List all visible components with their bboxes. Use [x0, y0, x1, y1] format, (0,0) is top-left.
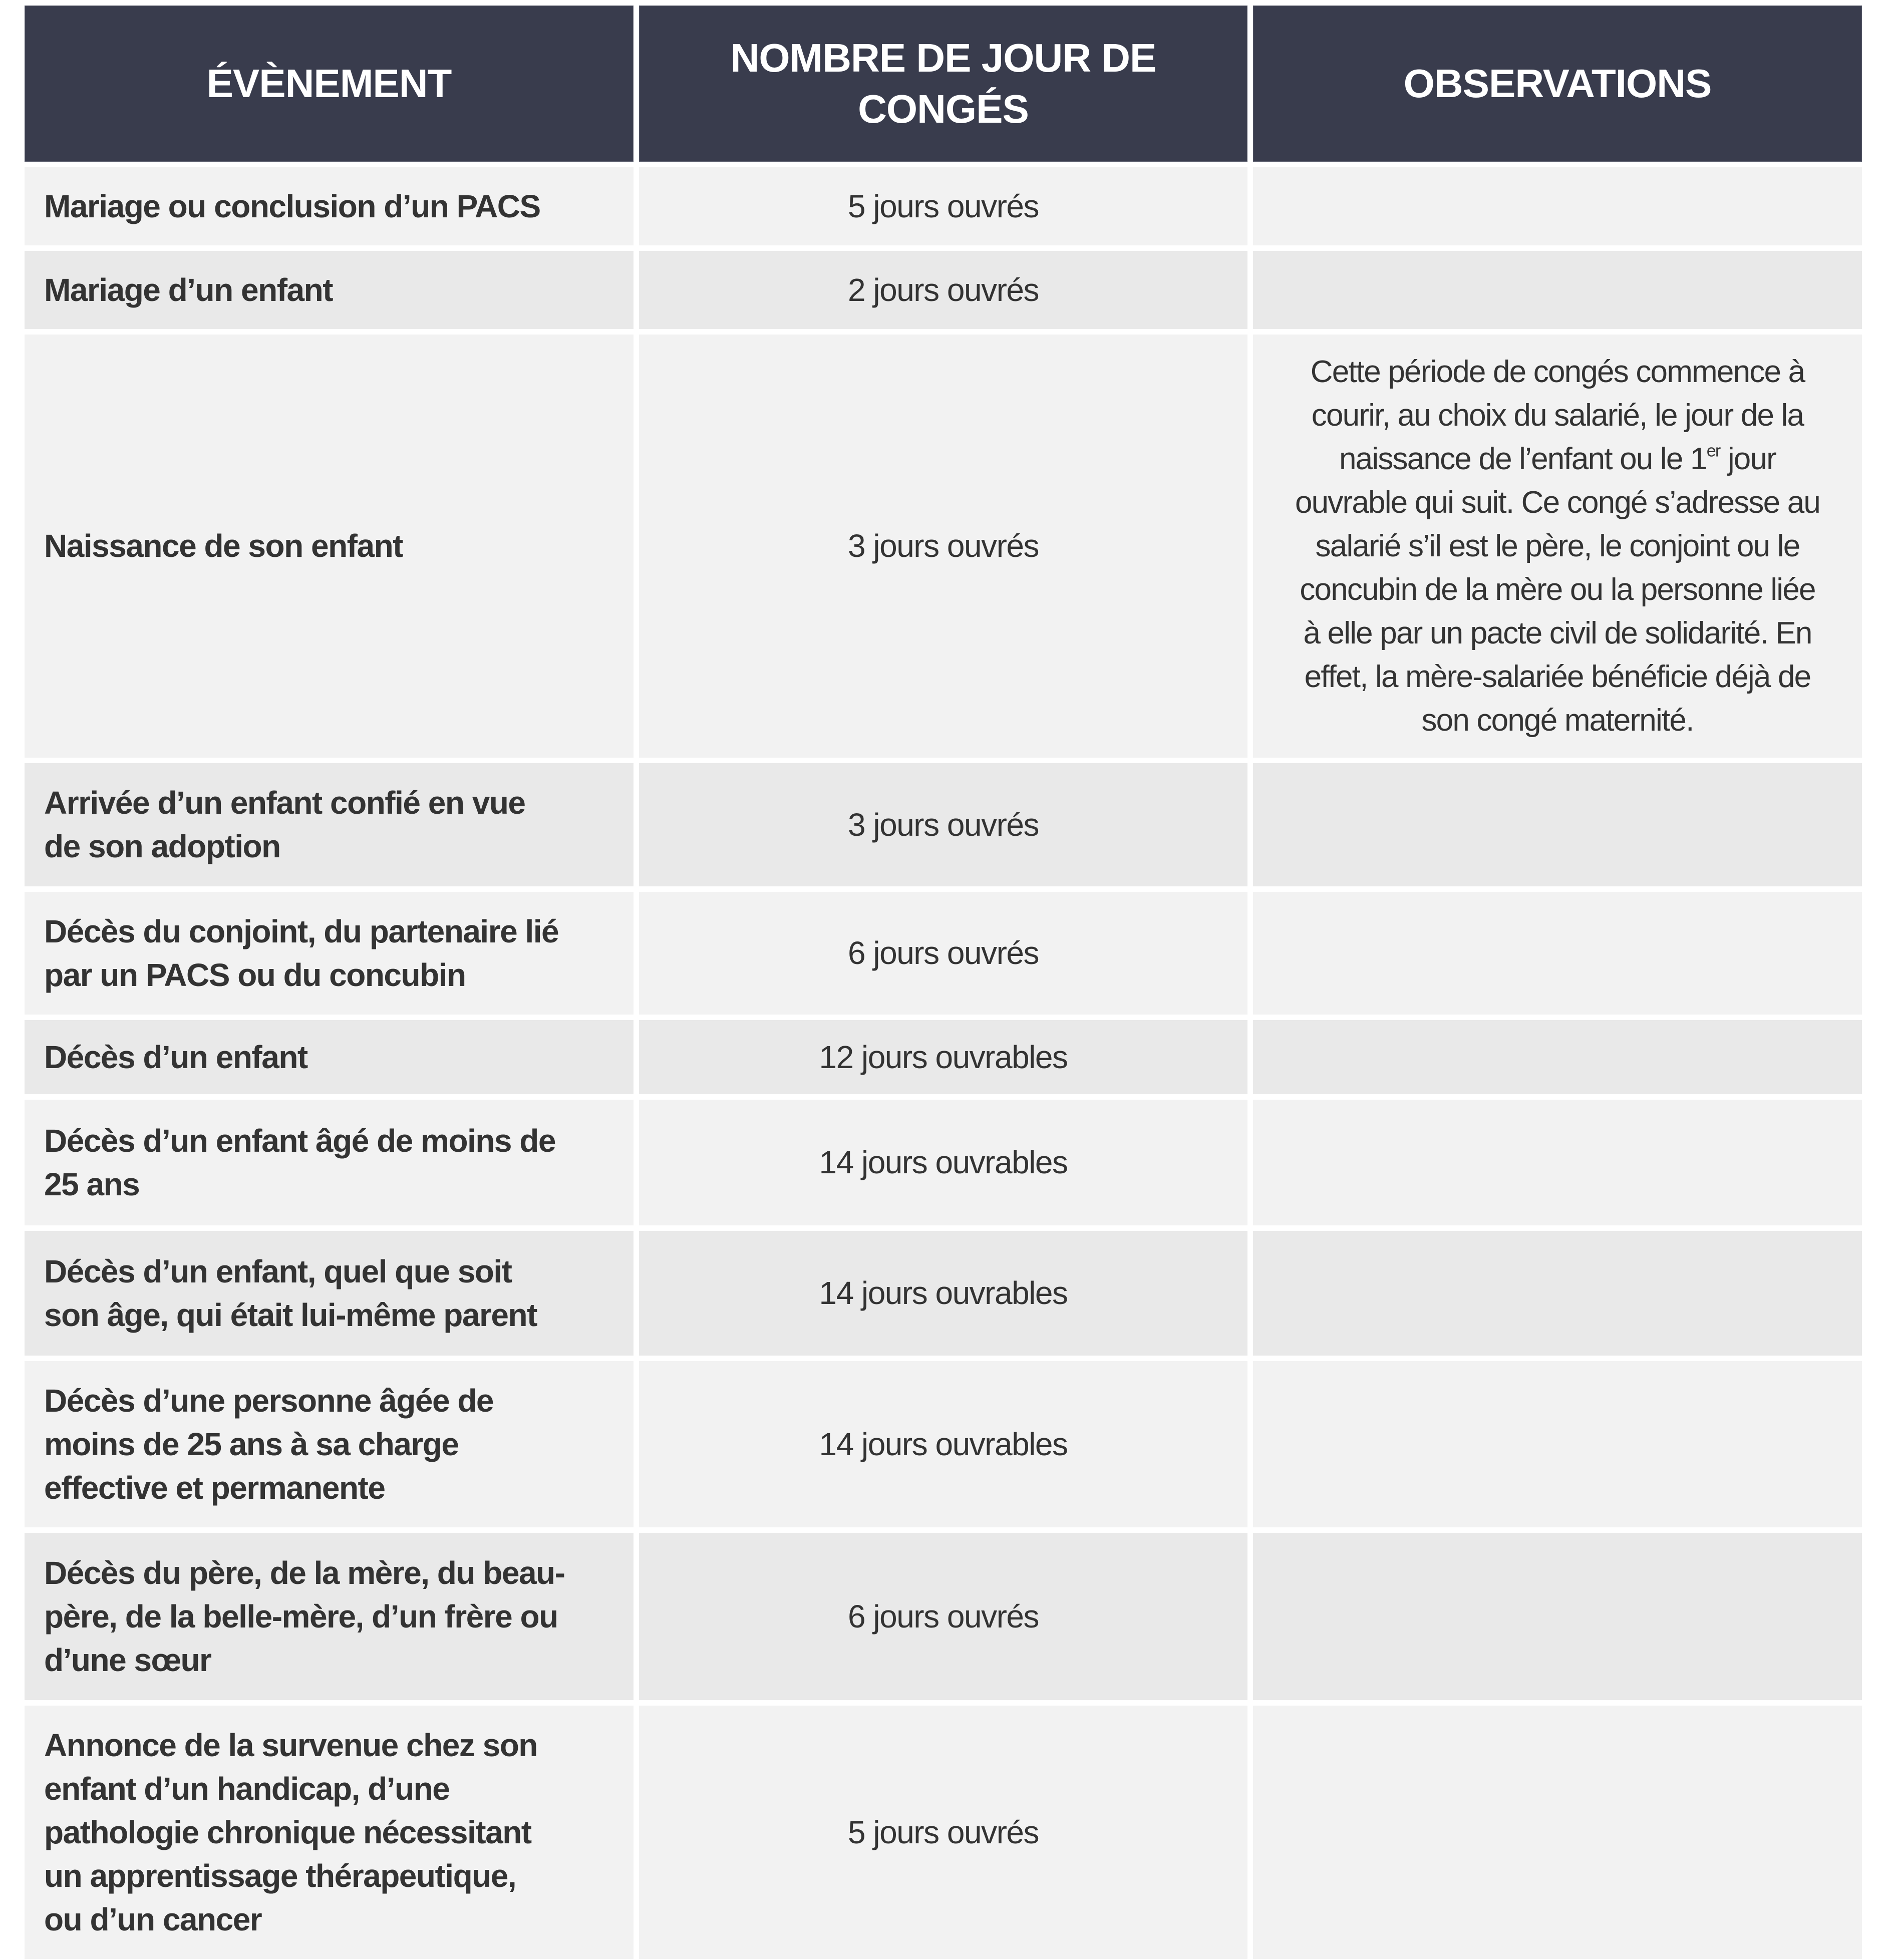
days-cell	[639, 1706, 1247, 1959]
event-text	[44, 1379, 493, 1510]
days-value: 6 jours ouvrés	[848, 935, 1039, 971]
event-cell	[25, 1231, 634, 1356]
text-line: Naissance de son enfant	[44, 528, 403, 564]
text-line: effective et permanente	[44, 1469, 385, 1506]
observation-cell	[1253, 1533, 1862, 1700]
text-line: OBSERVATIONS	[1403, 61, 1712, 106]
observation-text	[1295, 350, 1820, 742]
event-cell	[25, 335, 634, 758]
days-value: 3 jours ouvrés	[848, 806, 1039, 843]
event-text	[44, 1250, 537, 1337]
event-text	[44, 524, 403, 568]
text-line: Décès du conjoint, du partenaire lié	[44, 913, 559, 949]
header-cell-event	[25, 6, 634, 162]
header-label-event	[207, 58, 452, 109]
days-value: 3 jours ouvrés	[848, 528, 1039, 564]
days-cell	[639, 251, 1247, 329]
text-line: 25 ans	[44, 1166, 140, 1202]
days-cell	[639, 335, 1247, 758]
observation-cell	[1253, 167, 1862, 245]
days-cell	[639, 167, 1247, 245]
days-value: 14 jours ouvrables	[819, 1144, 1068, 1180]
text-line: son congé maternité.	[1421, 703, 1694, 738]
text-line: Décès d’un enfant âgé de moins de	[44, 1122, 555, 1159]
observation-cell	[1253, 1100, 1862, 1225]
text-line: Annonce de la survenue chez son	[44, 1727, 537, 1763]
event-cell	[25, 1533, 634, 1700]
text-line: à elle par un pacte civil de solidarité. En	[1303, 616, 1812, 650]
days-cell	[639, 763, 1247, 886]
event-cell	[25, 251, 634, 329]
days-cell	[639, 1361, 1247, 1527]
event-cell	[25, 167, 634, 245]
text-line: ou d’un cancer	[44, 1901, 262, 1937]
text-line: CONGÉS	[858, 87, 1029, 131]
event-text	[44, 1119, 555, 1206]
event-text	[44, 1036, 307, 1079]
text-line: Cette période de congés commence à	[1310, 355, 1805, 389]
text-line: enfant d’un handicap, d’une	[44, 1770, 450, 1807]
text-line: courir, au choix du salarié, le jour de la	[1311, 398, 1804, 433]
header-cell-days	[639, 6, 1247, 162]
text-line: Mariage d’un enfant	[44, 271, 333, 308]
text-line: d’une sœur	[44, 1642, 211, 1678]
text-line: père, de la belle-mère, d’un frère ou	[44, 1598, 558, 1635]
observation-cell	[1253, 251, 1862, 329]
days-cell	[639, 1020, 1247, 1094]
text-line: un apprentissage thérapeutique,	[44, 1857, 516, 1894]
event-cell	[25, 892, 634, 1015]
event-text	[44, 781, 525, 868]
event-text	[44, 1724, 537, 1941]
text-line: concubin de la mère ou la personne liée	[1300, 572, 1815, 607]
text-line: salarié s’il est le père, le conjoint ou le	[1315, 529, 1800, 563]
text-line: Décès d’une personne âgée de	[44, 1382, 493, 1419]
event-text	[44, 268, 333, 312]
days-cell	[639, 1100, 1247, 1225]
text-line: Mariage ou conclusion d’un PACS	[44, 188, 540, 224]
event-cell	[25, 1706, 634, 1959]
observation-cell	[1253, 1361, 1862, 1527]
superscript: er	[1706, 441, 1720, 461]
text-line: Arrivée d’un enfant confié en vue	[44, 785, 525, 821]
observation-cell	[1253, 892, 1862, 1015]
observation-cell	[1253, 1231, 1862, 1356]
observation-cell	[1253, 1020, 1862, 1094]
event-text	[44, 910, 558, 997]
text-line: moins de 25 ans à sa charge	[44, 1426, 459, 1462]
header-cell-observations	[1253, 6, 1862, 162]
observation-cell	[1253, 1706, 1862, 1959]
event-cell	[25, 1020, 634, 1094]
observation-cell	[1253, 763, 1862, 886]
days-cell	[639, 1231, 1247, 1356]
text-line: ouvrable qui suit. Ce congé s’adresse au	[1295, 485, 1820, 520]
days-value: 12 jours ouvrables	[819, 1039, 1068, 1075]
text-line: effet, la mère-salariée bénéficie déjà de	[1304, 660, 1811, 694]
text-line: Décès d’un enfant, quel que soit	[44, 1253, 512, 1289]
header-label-days	[731, 33, 1156, 135]
text-line: de son adoption	[44, 828, 280, 864]
days-value: 14 jours ouvrables	[819, 1426, 1068, 1462]
leave-table	[25, 6, 1862, 1959]
event-cell	[25, 763, 634, 886]
days-value: 5 jours ouvrés	[848, 188, 1039, 224]
event-cell	[25, 1361, 634, 1527]
days-value: 2 jours ouvrés	[848, 271, 1039, 308]
text-line: pathologie chronique nécessitant	[44, 1814, 531, 1850]
text-line: ÉVÈNEMENT	[206, 61, 452, 106]
text-line: par un PACS ou du concubin	[44, 956, 466, 993]
text-line: Décès d’un enfant	[44, 1039, 307, 1075]
event-text	[44, 1551, 564, 1682]
days-value: 6 jours ouvrés	[848, 1598, 1039, 1635]
observation-cell	[1253, 335, 1862, 758]
text-line: Décès du père, de la mère, du beau-	[44, 1554, 565, 1591]
event-cell	[25, 1100, 634, 1225]
text-line: naissance de l’enfant ou le 1er jour	[1339, 441, 1776, 476]
days-cell	[639, 1533, 1247, 1700]
days-cell	[639, 892, 1247, 1015]
days-value: 5 jours ouvrés	[848, 1814, 1039, 1850]
days-value: 14 jours ouvrables	[819, 1275, 1068, 1311]
text-line: son âge, qui était lui-même parent	[44, 1296, 537, 1333]
text-line: NOMBRE DE JOUR DE	[730, 36, 1156, 80]
header-label-observations	[1404, 58, 1712, 109]
event-text	[44, 185, 540, 228]
